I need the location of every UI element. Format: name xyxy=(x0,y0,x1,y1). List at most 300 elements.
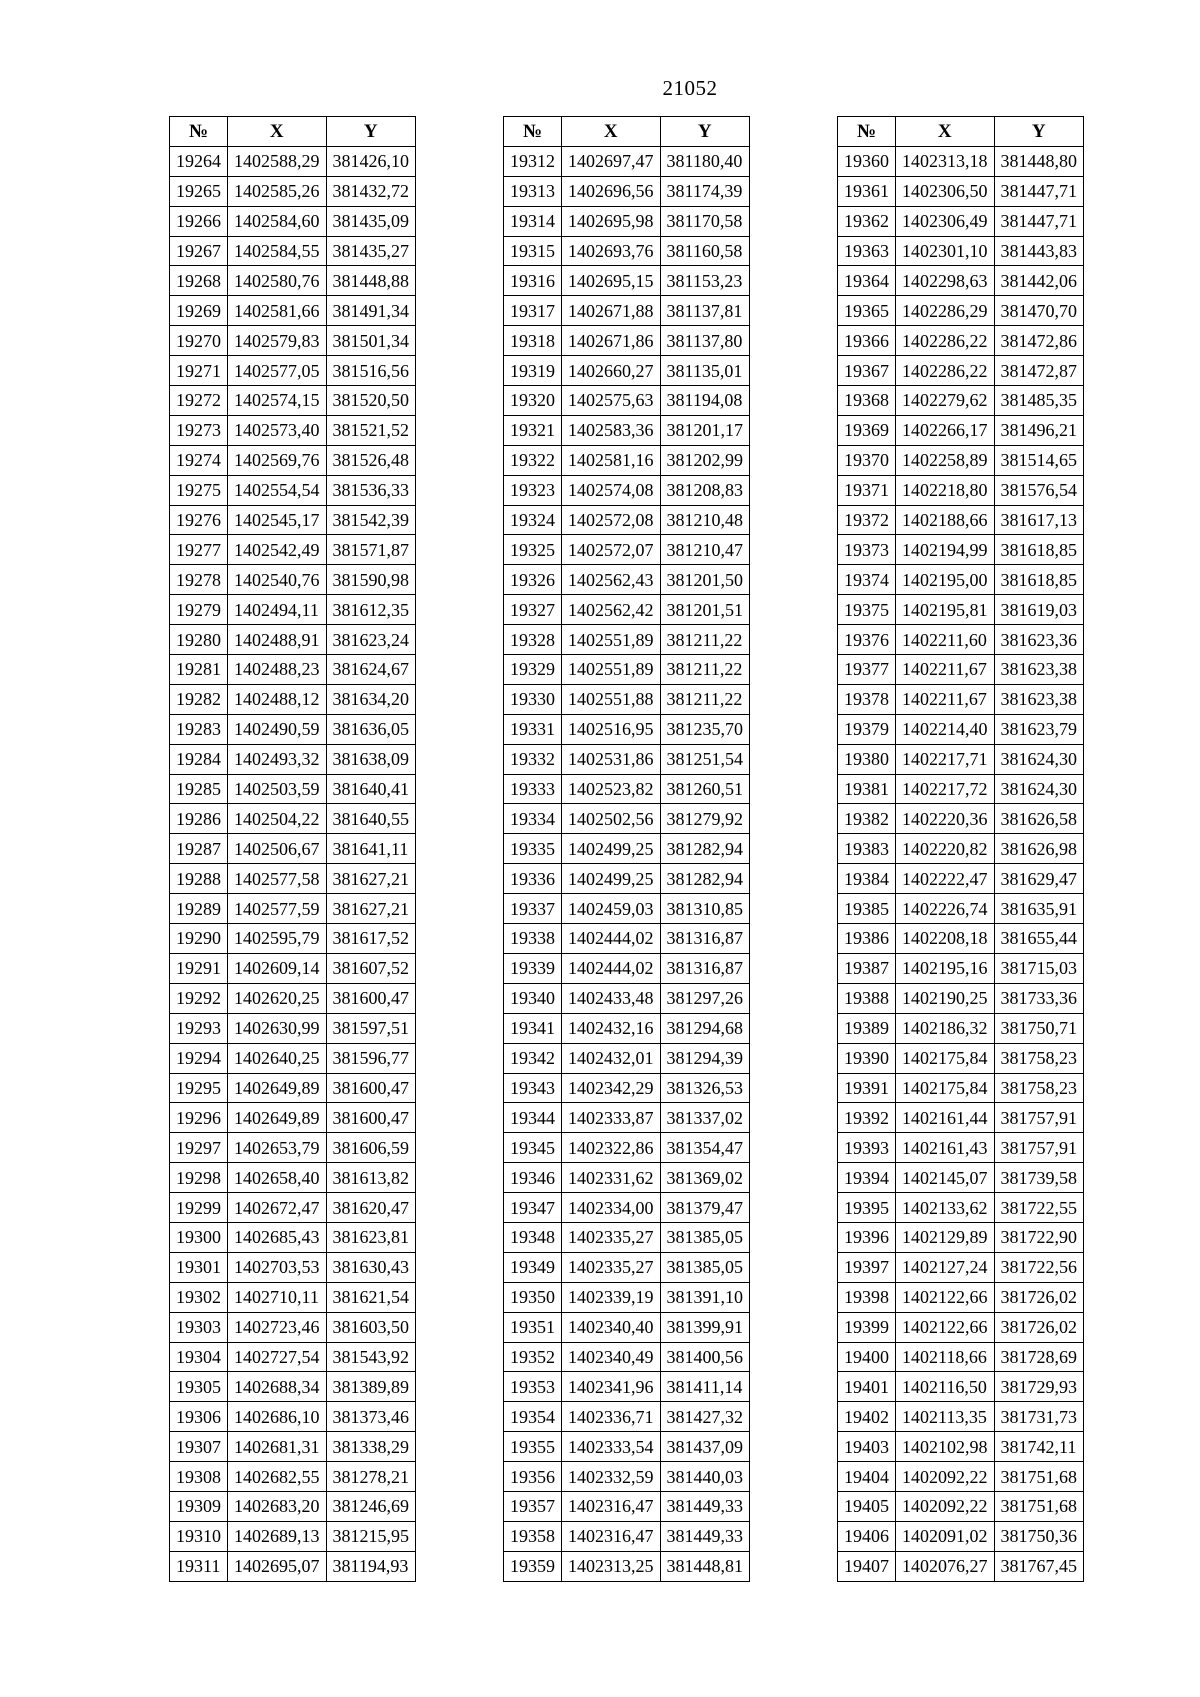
table-row xyxy=(838,625,1084,655)
point-number-cell: 19404 xyxy=(838,1462,896,1492)
x-coordinate-cell: 1402286,22 xyxy=(896,356,995,386)
table-row xyxy=(838,565,1084,595)
point-number-cell: 19280 xyxy=(170,625,228,655)
point-number-cell: 19351 xyxy=(504,1312,562,1342)
point-number-cell: 19323 xyxy=(504,475,562,505)
x-coordinate-cell: 1402572,07 xyxy=(562,535,661,565)
x-coordinate-cell: 1402551,89 xyxy=(562,655,661,685)
x-coordinate-cell: 1402577,58 xyxy=(228,864,327,894)
x-coordinate-cell: 1402211,67 xyxy=(896,684,995,714)
point-number-cell: 19281 xyxy=(170,655,228,685)
y-coordinate-cell: 381470,70 xyxy=(994,296,1084,326)
point-number-cell: 19271 xyxy=(170,356,228,386)
y-coordinate-cell: 381516,56 xyxy=(326,356,416,386)
table-row xyxy=(170,1312,416,1342)
x-coordinate-cell: 1402333,54 xyxy=(562,1432,661,1462)
point-number-cell: 19310 xyxy=(170,1521,228,1551)
point-number-cell: 19307 xyxy=(170,1432,228,1462)
point-number-cell: 19399 xyxy=(838,1312,896,1342)
y-coordinate-cell: 381174,39 xyxy=(660,176,750,206)
y-coordinate-cell: 381729,93 xyxy=(994,1372,1084,1402)
x-coordinate-cell: 1402493,32 xyxy=(228,744,327,774)
y-coordinate-cell: 381443,83 xyxy=(994,236,1084,266)
x-coordinate-cell: 1402332,59 xyxy=(562,1462,661,1492)
table-row xyxy=(838,535,1084,565)
table-row xyxy=(170,1402,416,1432)
x-coordinate-cell: 1402531,86 xyxy=(562,744,661,774)
y-coordinate-cell: 381758,23 xyxy=(994,1073,1084,1103)
y-coordinate-cell: 381758,23 xyxy=(994,1043,1084,1073)
y-coordinate-cell: 381326,53 xyxy=(660,1073,750,1103)
table-row xyxy=(504,1372,750,1402)
point-number-cell: 19302 xyxy=(170,1282,228,1312)
y-coordinate-cell: 381542,39 xyxy=(326,505,416,535)
point-number-cell: 19397 xyxy=(838,1252,896,1282)
x-coordinate-cell: 1402118,66 xyxy=(896,1342,995,1372)
x-coordinate-cell: 1402102,98 xyxy=(896,1432,995,1462)
point-number-cell: 19269 xyxy=(170,296,228,326)
point-number-cell: 19289 xyxy=(170,894,228,924)
y-coordinate-cell: 381440,03 xyxy=(660,1462,750,1492)
y-coordinate-cell: 381590,98 xyxy=(326,565,416,595)
table-row xyxy=(504,1073,750,1103)
x-coordinate-cell: 1402581,66 xyxy=(228,296,327,326)
y-coordinate-cell: 381194,08 xyxy=(660,386,750,416)
point-number-cell: 19349 xyxy=(504,1252,562,1282)
point-number-cell: 19316 xyxy=(504,266,562,296)
x-coordinate-cell: 1402703,53 xyxy=(228,1252,327,1282)
x-coordinate-cell: 1402331,62 xyxy=(562,1163,661,1193)
x-coordinate-cell: 1402575,63 xyxy=(562,386,661,416)
y-coordinate-cell: 381613,82 xyxy=(326,1163,416,1193)
y-coordinate-cell: 381617,13 xyxy=(994,505,1084,535)
x-coordinate-cell: 1402127,24 xyxy=(896,1252,995,1282)
x-coordinate-cell: 1402584,55 xyxy=(228,236,327,266)
point-number-cell: 19402 xyxy=(838,1402,896,1432)
point-number-cell: 19304 xyxy=(170,1342,228,1372)
y-coordinate-cell: 381251,54 xyxy=(660,744,750,774)
point-number-cell: 19386 xyxy=(838,924,896,954)
table-row xyxy=(170,206,416,236)
table-row xyxy=(504,774,750,804)
point-number-cell: 19367 xyxy=(838,356,896,386)
y-coordinate-cell: 381210,47 xyxy=(660,535,750,565)
y-coordinate-cell: 381636,05 xyxy=(326,714,416,744)
x-coordinate-cell: 1402574,08 xyxy=(562,475,661,505)
x-coordinate-cell: 1402588,29 xyxy=(228,146,327,176)
x-coordinate-cell: 1402313,25 xyxy=(562,1551,661,1581)
point-number-cell: 19336 xyxy=(504,864,562,894)
y-coordinate-cell: 381722,56 xyxy=(994,1252,1084,1282)
y-coordinate-cell: 381385,05 xyxy=(660,1222,750,1252)
x-coordinate-cell: 1402092,22 xyxy=(896,1491,995,1521)
point-number-cell: 19401 xyxy=(838,1372,896,1402)
table-row xyxy=(838,1133,1084,1163)
x-coordinate-cell: 1402214,40 xyxy=(896,714,995,744)
point-number-cell: 19276 xyxy=(170,505,228,535)
point-number-cell: 19374 xyxy=(838,565,896,595)
x-coordinate-cell: 1402494,11 xyxy=(228,595,327,625)
table-row xyxy=(170,505,416,535)
table-row xyxy=(504,266,750,296)
point-number-cell: 19283 xyxy=(170,714,228,744)
y-coordinate-cell: 381135,01 xyxy=(660,356,750,386)
y-coordinate-cell: 381427,32 xyxy=(660,1402,750,1432)
table-row xyxy=(838,266,1084,296)
x-coordinate-cell: 1402286,29 xyxy=(896,296,995,326)
table-row xyxy=(170,1342,416,1372)
point-number-cell: 19353 xyxy=(504,1372,562,1402)
point-number-cell: 19378 xyxy=(838,684,896,714)
point-number-cell: 19335 xyxy=(504,834,562,864)
table-row xyxy=(170,1282,416,1312)
y-coordinate-cell: 381618,85 xyxy=(994,565,1084,595)
point-number-cell: 19285 xyxy=(170,774,228,804)
y-coordinate-cell: 381731,73 xyxy=(994,1402,1084,1432)
y-coordinate-cell: 381432,72 xyxy=(326,176,416,206)
table-row xyxy=(170,983,416,1013)
point-number-cell: 19328 xyxy=(504,625,562,655)
table-row xyxy=(504,326,750,356)
table-row xyxy=(170,1462,416,1492)
point-number-cell: 19291 xyxy=(170,953,228,983)
point-number-cell: 19357 xyxy=(504,1491,562,1521)
y-coordinate-cell: 381202,99 xyxy=(660,445,750,475)
y-coordinate-cell: 381426,10 xyxy=(326,146,416,176)
table-row xyxy=(170,475,416,505)
x-coordinate-cell: 1402696,56 xyxy=(562,176,661,206)
point-number-cell: 19277 xyxy=(170,535,228,565)
table-row xyxy=(170,1103,416,1133)
table-row xyxy=(838,714,1084,744)
x-coordinate-cell: 1402336,71 xyxy=(562,1402,661,1432)
x-coordinate-cell: 1402640,25 xyxy=(228,1043,327,1073)
point-number-cell: 19298 xyxy=(170,1163,228,1193)
y-coordinate-cell: 381201,50 xyxy=(660,565,750,595)
x-coordinate-cell: 1402333,87 xyxy=(562,1103,661,1133)
table-row xyxy=(170,1133,416,1163)
x-coordinate-cell: 1402186,32 xyxy=(896,1013,995,1043)
y-coordinate-cell: 381379,47 xyxy=(660,1193,750,1223)
x-coordinate-cell: 1402194,99 xyxy=(896,535,995,565)
y-coordinate-cell: 381369,02 xyxy=(660,1163,750,1193)
x-coordinate-cell: 1402220,82 xyxy=(896,834,995,864)
x-coordinate-cell: 1402459,03 xyxy=(562,894,661,924)
point-number-cell: 19293 xyxy=(170,1013,228,1043)
table-header-row xyxy=(504,117,750,147)
point-number-cell: 19275 xyxy=(170,475,228,505)
point-number-cell: 19342 xyxy=(504,1043,562,1073)
point-number-cell: 19365 xyxy=(838,296,896,326)
x-coordinate-cell: 1402653,79 xyxy=(228,1133,327,1163)
y-coordinate-cell: 381767,45 xyxy=(994,1551,1084,1581)
point-number-cell: 19331 xyxy=(504,714,562,744)
point-number-cell: 19390 xyxy=(838,1043,896,1073)
x-coordinate-cell: 1402689,13 xyxy=(228,1521,327,1551)
y-coordinate-cell: 381630,43 xyxy=(326,1252,416,1282)
table-row xyxy=(838,386,1084,416)
x-coordinate-cell: 1402695,98 xyxy=(562,206,661,236)
table-row xyxy=(170,326,416,356)
y-coordinate-cell: 381638,09 xyxy=(326,744,416,774)
x-coordinate-cell: 1402671,86 xyxy=(562,326,661,356)
y-coordinate-cell: 381623,79 xyxy=(994,714,1084,744)
x-coordinate-cell: 1402649,89 xyxy=(228,1103,327,1133)
table-row xyxy=(838,206,1084,236)
x-coordinate-cell: 1402499,25 xyxy=(562,834,661,864)
x-coordinate-cell: 1402188,66 xyxy=(896,505,995,535)
table-row xyxy=(838,1103,1084,1133)
point-number-cell: 19288 xyxy=(170,864,228,894)
table-row xyxy=(170,1521,416,1551)
y-coordinate-cell: 381235,70 xyxy=(660,714,750,744)
table-row xyxy=(170,744,416,774)
x-coordinate-cell: 1402340,49 xyxy=(562,1342,661,1372)
point-number-cell: 19337 xyxy=(504,894,562,924)
x-coordinate-cell: 1402175,84 xyxy=(896,1073,995,1103)
column-header-y: Y xyxy=(994,117,1084,147)
point-number-cell: 19355 xyxy=(504,1432,562,1462)
y-coordinate-cell: 381211,22 xyxy=(660,684,750,714)
table-row xyxy=(170,774,416,804)
table-row xyxy=(838,1521,1084,1551)
table-row xyxy=(504,1491,750,1521)
x-coordinate-cell: 1402572,08 xyxy=(562,505,661,535)
point-number-cell: 19391 xyxy=(838,1073,896,1103)
table-row xyxy=(504,1163,750,1193)
y-coordinate-cell: 381337,02 xyxy=(660,1103,750,1133)
x-coordinate-cell: 1402585,26 xyxy=(228,176,327,206)
x-coordinate-cell: 1402306,49 xyxy=(896,206,995,236)
table-header-row xyxy=(838,117,1084,147)
y-coordinate-cell: 381153,23 xyxy=(660,266,750,296)
table-row xyxy=(838,834,1084,864)
point-number-cell: 19398 xyxy=(838,1282,896,1312)
table-row xyxy=(838,236,1084,266)
point-number-cell: 19313 xyxy=(504,176,562,206)
table-row xyxy=(504,236,750,266)
table-row xyxy=(170,176,416,206)
x-coordinate-cell: 1402551,89 xyxy=(562,625,661,655)
y-coordinate-cell: 381623,24 xyxy=(326,625,416,655)
x-coordinate-cell: 1402091,02 xyxy=(896,1521,995,1551)
table-row xyxy=(504,625,750,655)
table-row xyxy=(170,1073,416,1103)
y-coordinate-cell: 381472,86 xyxy=(994,326,1084,356)
x-coordinate-cell: 1402432,16 xyxy=(562,1013,661,1043)
y-coordinate-cell: 381536,33 xyxy=(326,475,416,505)
x-coordinate-cell: 1402540,76 xyxy=(228,565,327,595)
point-number-cell: 19294 xyxy=(170,1043,228,1073)
x-coordinate-cell: 1402545,17 xyxy=(228,505,327,535)
point-number-cell: 19368 xyxy=(838,386,896,416)
x-coordinate-cell: 1402133,62 xyxy=(896,1193,995,1223)
table-row xyxy=(504,505,750,535)
x-coordinate-cell: 1402316,47 xyxy=(562,1521,661,1551)
table-row xyxy=(838,1252,1084,1282)
y-coordinate-cell: 381750,36 xyxy=(994,1521,1084,1551)
table-row xyxy=(838,924,1084,954)
y-coordinate-cell: 381596,77 xyxy=(326,1043,416,1073)
y-coordinate-cell: 381750,71 xyxy=(994,1013,1084,1043)
y-coordinate-cell: 381316,87 xyxy=(660,953,750,983)
y-coordinate-cell: 381411,14 xyxy=(660,1372,750,1402)
x-coordinate-cell: 1402335,27 xyxy=(562,1252,661,1282)
y-coordinate-cell: 381624,67 xyxy=(326,655,416,685)
table-row xyxy=(504,1432,750,1462)
y-coordinate-cell: 381472,87 xyxy=(994,356,1084,386)
point-number-cell: 19395 xyxy=(838,1193,896,1223)
point-number-cell: 19403 xyxy=(838,1432,896,1462)
y-coordinate-cell: 381316,87 xyxy=(660,924,750,954)
table-row xyxy=(838,894,1084,924)
table-row xyxy=(838,1402,1084,1432)
point-number-cell: 19383 xyxy=(838,834,896,864)
y-coordinate-cell: 381201,51 xyxy=(660,595,750,625)
x-coordinate-cell: 1402569,76 xyxy=(228,445,327,475)
y-coordinate-cell: 381612,35 xyxy=(326,595,416,625)
table-row xyxy=(838,445,1084,475)
x-coordinate-cell: 1402145,07 xyxy=(896,1163,995,1193)
point-number-cell: 19387 xyxy=(838,953,896,983)
table-row xyxy=(838,1551,1084,1581)
point-number-cell: 19356 xyxy=(504,1462,562,1492)
point-number-cell: 19286 xyxy=(170,804,228,834)
y-coordinate-cell: 381543,92 xyxy=(326,1342,416,1372)
table-row xyxy=(504,804,750,834)
point-number-cell: 19392 xyxy=(838,1103,896,1133)
y-coordinate-cell: 381627,21 xyxy=(326,894,416,924)
x-coordinate-cell: 1402542,49 xyxy=(228,535,327,565)
table-row xyxy=(170,625,416,655)
y-coordinate-cell: 381526,48 xyxy=(326,445,416,475)
x-coordinate-cell: 1402226,74 xyxy=(896,894,995,924)
x-coordinate-cell: 1402573,40 xyxy=(228,415,327,445)
y-coordinate-cell: 381618,85 xyxy=(994,535,1084,565)
table-row xyxy=(838,146,1084,176)
y-coordinate-cell: 381279,92 xyxy=(660,804,750,834)
table-row xyxy=(838,953,1084,983)
table-row xyxy=(170,595,416,625)
y-coordinate-cell: 381485,35 xyxy=(994,386,1084,416)
x-coordinate-cell: 1402682,55 xyxy=(228,1462,327,1492)
y-coordinate-cell: 381338,29 xyxy=(326,1432,416,1462)
y-coordinate-cell: 381627,21 xyxy=(326,864,416,894)
x-coordinate-cell: 1402660,27 xyxy=(562,356,661,386)
point-number-cell: 19279 xyxy=(170,595,228,625)
point-number-cell: 19338 xyxy=(504,924,562,954)
point-number-cell: 19407 xyxy=(838,1551,896,1581)
table-row xyxy=(170,236,416,266)
table-row xyxy=(504,1222,750,1252)
x-coordinate-cell: 1402222,47 xyxy=(896,864,995,894)
table-row xyxy=(170,535,416,565)
point-number-cell: 19317 xyxy=(504,296,562,326)
point-number-cell: 19345 xyxy=(504,1133,562,1163)
table-row xyxy=(170,1222,416,1252)
point-number-cell: 19296 xyxy=(170,1103,228,1133)
x-coordinate-cell: 1402488,12 xyxy=(228,684,327,714)
table-row xyxy=(504,415,750,445)
table-row xyxy=(504,146,750,176)
point-number-cell: 19375 xyxy=(838,595,896,625)
point-number-cell: 19324 xyxy=(504,505,562,535)
point-number-cell: 19320 xyxy=(504,386,562,416)
table-row xyxy=(504,1312,750,1342)
x-coordinate-cell: 1402122,66 xyxy=(896,1282,995,1312)
coordinate-table-3 xyxy=(837,116,1084,1582)
x-coordinate-cell: 1402506,67 xyxy=(228,834,327,864)
y-coordinate-cell: 381491,34 xyxy=(326,296,416,326)
point-number-cell: 19329 xyxy=(504,655,562,685)
table-row xyxy=(504,953,750,983)
table-row xyxy=(838,1193,1084,1223)
table-row xyxy=(504,983,750,1013)
column-header-x: X xyxy=(228,117,327,147)
point-number-cell: 19319 xyxy=(504,356,562,386)
table-row xyxy=(838,864,1084,894)
point-number-cell: 19312 xyxy=(504,146,562,176)
y-coordinate-cell: 381624,30 xyxy=(994,744,1084,774)
table-row xyxy=(170,1163,416,1193)
point-number-cell: 19303 xyxy=(170,1312,228,1342)
x-coordinate-cell: 1402727,54 xyxy=(228,1342,327,1372)
y-coordinate-cell: 381576,54 xyxy=(994,475,1084,505)
table-row xyxy=(504,176,750,206)
point-number-cell: 19394 xyxy=(838,1163,896,1193)
y-coordinate-cell: 381180,40 xyxy=(660,146,750,176)
x-coordinate-cell: 1402686,10 xyxy=(228,1402,327,1432)
point-number-cell: 19311 xyxy=(170,1551,228,1581)
table-row xyxy=(838,1312,1084,1342)
table-row xyxy=(838,1491,1084,1521)
y-coordinate-cell: 381170,58 xyxy=(660,206,750,236)
y-coordinate-cell: 381629,47 xyxy=(994,864,1084,894)
y-coordinate-cell: 381294,39 xyxy=(660,1043,750,1073)
x-coordinate-cell: 1402218,80 xyxy=(896,475,995,505)
point-number-cell: 19306 xyxy=(170,1402,228,1432)
y-coordinate-cell: 381501,34 xyxy=(326,326,416,356)
y-coordinate-cell: 381435,27 xyxy=(326,236,416,266)
y-coordinate-cell: 381621,54 xyxy=(326,1282,416,1312)
point-number-cell: 19382 xyxy=(838,804,896,834)
point-number-cell: 19372 xyxy=(838,505,896,535)
x-coordinate-cell: 1402129,89 xyxy=(896,1222,995,1252)
point-number-cell: 19330 xyxy=(504,684,562,714)
table-row xyxy=(838,505,1084,535)
point-number-cell: 19318 xyxy=(504,326,562,356)
table-row xyxy=(170,146,416,176)
y-coordinate-cell: 381447,71 xyxy=(994,206,1084,236)
point-number-cell: 19376 xyxy=(838,625,896,655)
x-coordinate-cell: 1402122,66 xyxy=(896,1312,995,1342)
table-row xyxy=(504,684,750,714)
point-number-cell: 19305 xyxy=(170,1372,228,1402)
point-number-cell: 19362 xyxy=(838,206,896,236)
x-coordinate-cell: 1402697,47 xyxy=(562,146,661,176)
x-coordinate-cell: 1402298,63 xyxy=(896,266,995,296)
table-row xyxy=(838,1282,1084,1312)
y-coordinate-cell: 381514,65 xyxy=(994,445,1084,475)
table-row xyxy=(170,356,416,386)
y-coordinate-cell: 381640,55 xyxy=(326,804,416,834)
table-row xyxy=(838,1432,1084,1462)
x-coordinate-cell: 1402341,96 xyxy=(562,1372,661,1402)
y-coordinate-cell: 381623,81 xyxy=(326,1222,416,1252)
x-coordinate-cell: 1402335,27 xyxy=(562,1222,661,1252)
y-coordinate-cell: 381626,98 xyxy=(994,834,1084,864)
y-coordinate-cell: 381726,02 xyxy=(994,1282,1084,1312)
